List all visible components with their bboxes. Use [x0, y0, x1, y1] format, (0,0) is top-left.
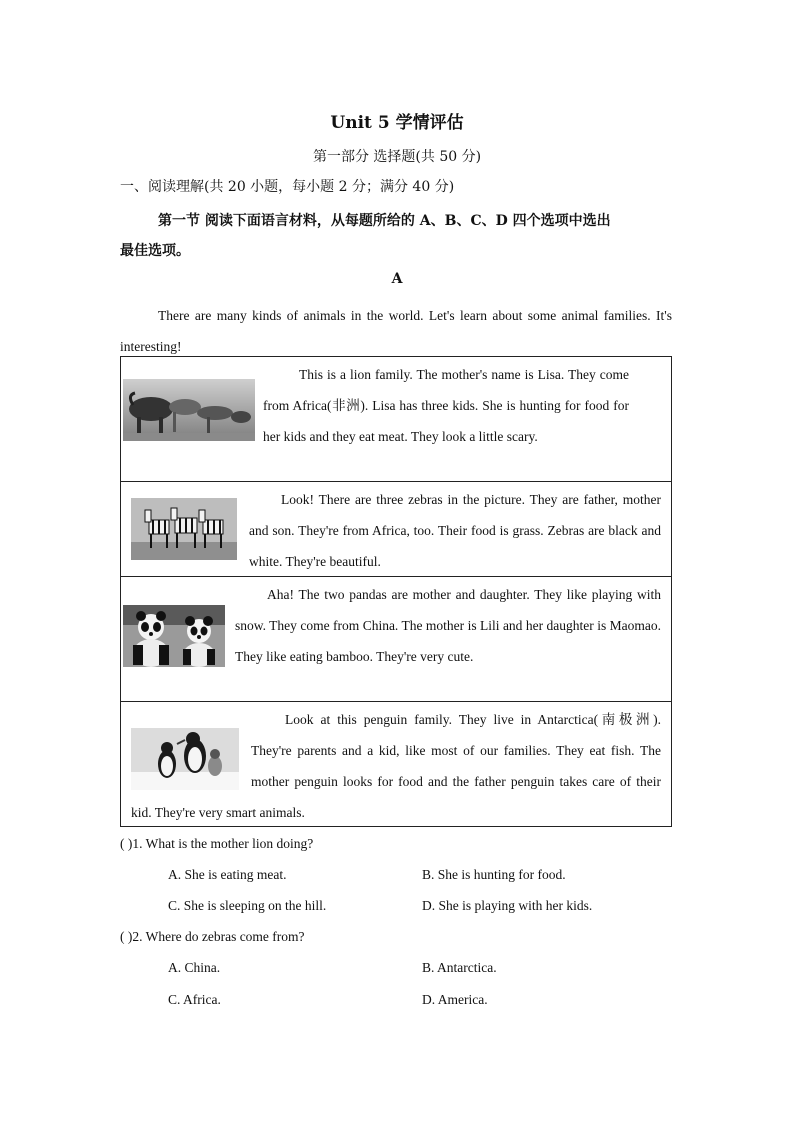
panda-photo: [123, 605, 225, 667]
penguin-photo: [131, 728, 239, 790]
lion-text: This is a lion family. The mother's name is Lisa. They come from Africa(非洲). Lisa has three kids. She is hunting for food for her kids and they eat meat. They look a little scary.: [263, 367, 629, 444]
instruction-line-2: 最佳选项。: [120, 243, 190, 259]
section-heading: 一、阅读理解(共 20 小题，每小题 2 分；满分 40 分): [120, 179, 455, 195]
instruction-line-1: 第一节 阅读下面语言材料，从每题所给的 A、B、C、D 四个选项中选出: [158, 213, 611, 229]
passage-intro: There are many kinds of animals in the world. Let's learn about some animal families. It's interesting!: [120, 308, 672, 354]
zebra-text: Look! There are three zebras in the picture. They are father, mother and son. They're from Africa, too. Their food is grass. Zebras are black and white. They're beautiful.: [249, 492, 661, 569]
animal-table: [120, 356, 672, 827]
part-heading: 第一部分 选择题(共 50 分): [312, 149, 482, 165]
panda-text: Aha! The two pandas are mother and daughter. They like playing with snow. They come from China. The mother is Lili and her daughter is Maomao. They like eating bamboo. They're very cute.: [235, 587, 661, 664]
question-2-option-b[interactable]: B. Antarctica.: [422, 960, 497, 975]
penguin-text: Look at this penguin family. They live in Antarctica(南极洲). They're parents and a kid, like most of our families. They eat fish. The mother penguin looks for food and the father penguin takes care of their kid. They're very smart animals.: [131, 712, 661, 820]
question-1-option-c[interactable]: C. She is sleeping on the hill.: [168, 898, 327, 913]
question-2-option-d[interactable]: D. America.: [422, 992, 488, 1007]
table-row-penguin: [121, 702, 671, 826]
zebra-photo: [131, 498, 237, 560]
question-2-option-a[interactable]: A. China.: [168, 960, 221, 975]
instruction: [120, 206, 676, 266]
question-1-option-d[interactable]: D. She is playing with her kids.: [422, 898, 593, 913]
table-row-zebra: [121, 482, 671, 577]
table-row-lion: [121, 357, 671, 482]
question-2-option-c[interactable]: C. Africa.: [168, 992, 221, 1007]
question-1-option-b[interactable]: B. She is hunting for food.: [422, 867, 566, 882]
question-1-stem: ( )1. What is the mother lion doing?: [120, 836, 314, 851]
question-2-stem: ( )2. Where do zebras come from?: [120, 929, 305, 944]
page-title: Unit 5 学情评估: [330, 113, 464, 133]
passage-label: A: [391, 271, 403, 287]
table-row-panda: [121, 577, 671, 702]
question-1-option-a[interactable]: A. She is eating meat.: [168, 867, 287, 882]
lion-photo: [123, 379, 255, 441]
